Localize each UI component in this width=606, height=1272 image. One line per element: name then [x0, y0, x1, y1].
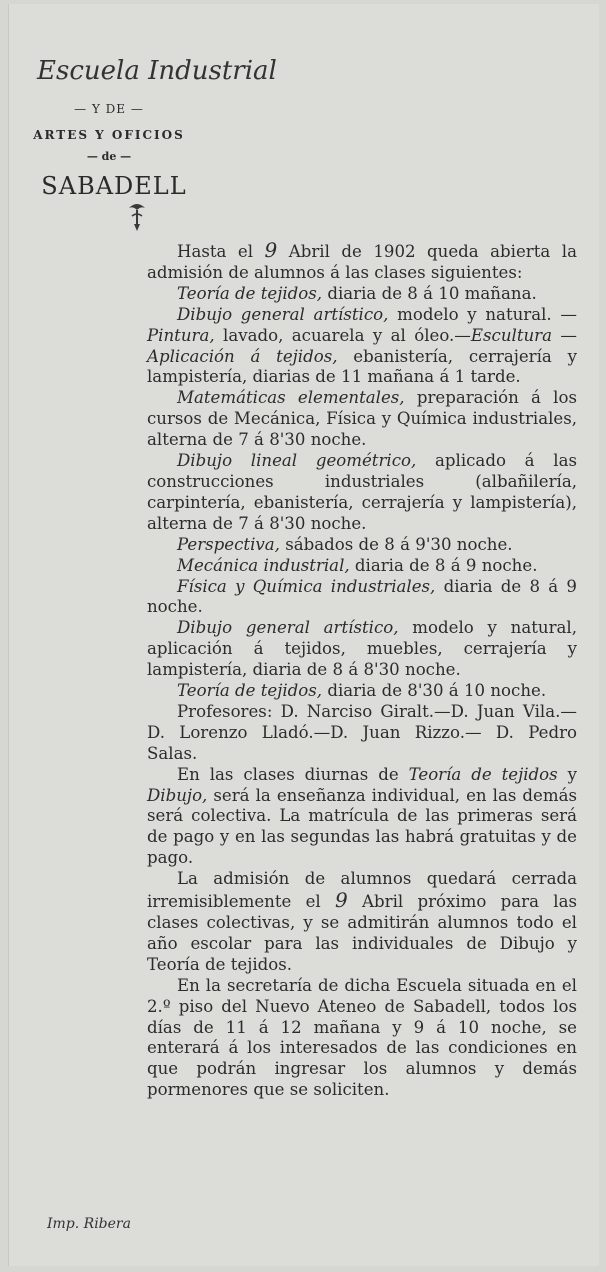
course-name: Dibujo general artístico, [177, 304, 389, 324]
course-name: Dibujo, [147, 785, 208, 805]
course-mecanica [147, 556, 577, 577]
course-matematicas [147, 388, 577, 451]
course-name: Aplicación á tejidos, [147, 346, 338, 366]
course-schedule: preparación á los cursos de Mecánica, Física y Química industriales, alterna de 7 á 8'30 noche. [147, 388, 577, 450]
paragraph-secretaria: En la secretaría de dicha Escuela situada en el 2.º piso del Nuevo Ateneo de Sabadell, todos los días de 11 á 12 mañana y 9 á 10 noche, se enterará á los interesados de las condiciones en que podrán ingresar los alumnos y demás pormenores que se soliciten. [147, 975, 577, 1100]
text-span: — [552, 325, 577, 345]
course-name: Matemáticas elementales, [177, 388, 405, 408]
paragraph-admision [147, 869, 577, 976]
text-span: En las clases diurnas de [177, 764, 409, 784]
course-teoria-tejidos-noche [147, 681, 577, 702]
course-name: Mecánica industrial, [177, 555, 350, 575]
course-name: Dibujo general artístico, [177, 618, 399, 638]
course-schedule: sábados de 8 á 9'30 noche. [279, 534, 513, 554]
text-span: y [557, 764, 577, 784]
course-schedule: aplicado á las construcciones industriales (albañilería, carpintería, ebanistería, cerrajería y lampistería), alterna de 7 á 8'30 noche. [147, 451, 577, 533]
course-dibujo-lineal [147, 451, 577, 535]
course-name: Teoría de tejidos, [177, 283, 323, 303]
text-span: Abril próximo para las clases colectivas, y se admitirán alumnos todo el año escolar para las individuales de Dibujo y Teoría de tejidos. [147, 892, 577, 974]
handwritten-date: 9 [264, 238, 278, 262]
document-sheet [8, 4, 599, 1266]
school-title: Escuela Industrial [37, 56, 277, 86]
paragraph-opening [147, 240, 577, 284]
text-span: La admisión de alumnos quedará cerrada irremisiblemente el [147, 869, 577, 912]
announcement-body [147, 240, 577, 1101]
course-perspectiva [147, 535, 577, 556]
text-span: Abril de 1902 queda abierta la admisión de alumnos á las clases siguientes: [147, 242, 577, 282]
header-artes-oficios: ARTES Y OFICIOS [33, 128, 185, 142]
course-name: Teoría de tejidos, [177, 681, 323, 701]
course-fisica-quimica [147, 577, 577, 619]
course-schedule: ebanistería, cerrajería y lampistería, diarias de 11 mañana á 1 tarde. [147, 346, 577, 387]
course-name: Dibujo lineal geométrico, [177, 451, 417, 471]
paragraph-diurnas [147, 765, 577, 870]
course-schedule: diaria de 8 á 9 noche. [349, 555, 538, 575]
course-schedule: diaria de 8 á 10 mañana. [322, 283, 537, 303]
fleuron-icon [125, 200, 149, 232]
printer-imprint: Imp. Ribera [47, 1216, 131, 1232]
course-name: Pintura, [147, 325, 215, 345]
course-teoria-tejidos [147, 284, 577, 305]
course-name: Perspectiva, [177, 534, 280, 554]
paragraph-profesores: Profesores: D. Narciso Giralt.—D. Juan Vila.—D. Lorenzo Lladó.—D. Juan Rizzo.— D. Pedro Salas. [147, 701, 577, 763]
course-name: Escultura [470, 325, 553, 345]
course-schedule: modelo y natural, aplicación á tejidos, muebles, cerrajería y lampistería, diaria de 8 á 8'30 noche. [147, 618, 577, 680]
course-name: Teoría de tejidos [408, 764, 558, 784]
text-span: Hasta el [177, 242, 265, 261]
course-dibujo-general [147, 305, 577, 389]
header-de: — de — [86, 150, 132, 163]
header-city: SABADELL [41, 172, 187, 200]
header-y-de: — Y DE — [74, 102, 144, 116]
course-schedule: diaria de 8 á 9 noche. [147, 576, 577, 617]
course-name: Física y Química industriales, [177, 576, 436, 596]
text-span: será la enseñanza individual, en las demás será colectiva. La matrícula de las primeras será de pago y en las segundas las habrá gratuitas y de pago. [147, 785, 577, 868]
text-span: lavado, acuarela y al óleo.— [214, 325, 471, 345]
course-schedule: diaria de 8'30 á 10 noche. [322, 681, 547, 701]
handwritten-date: 9 [335, 888, 348, 913]
course-dibujo-general-noche [147, 618, 577, 681]
text-span: modelo y natural. — [388, 304, 577, 324]
